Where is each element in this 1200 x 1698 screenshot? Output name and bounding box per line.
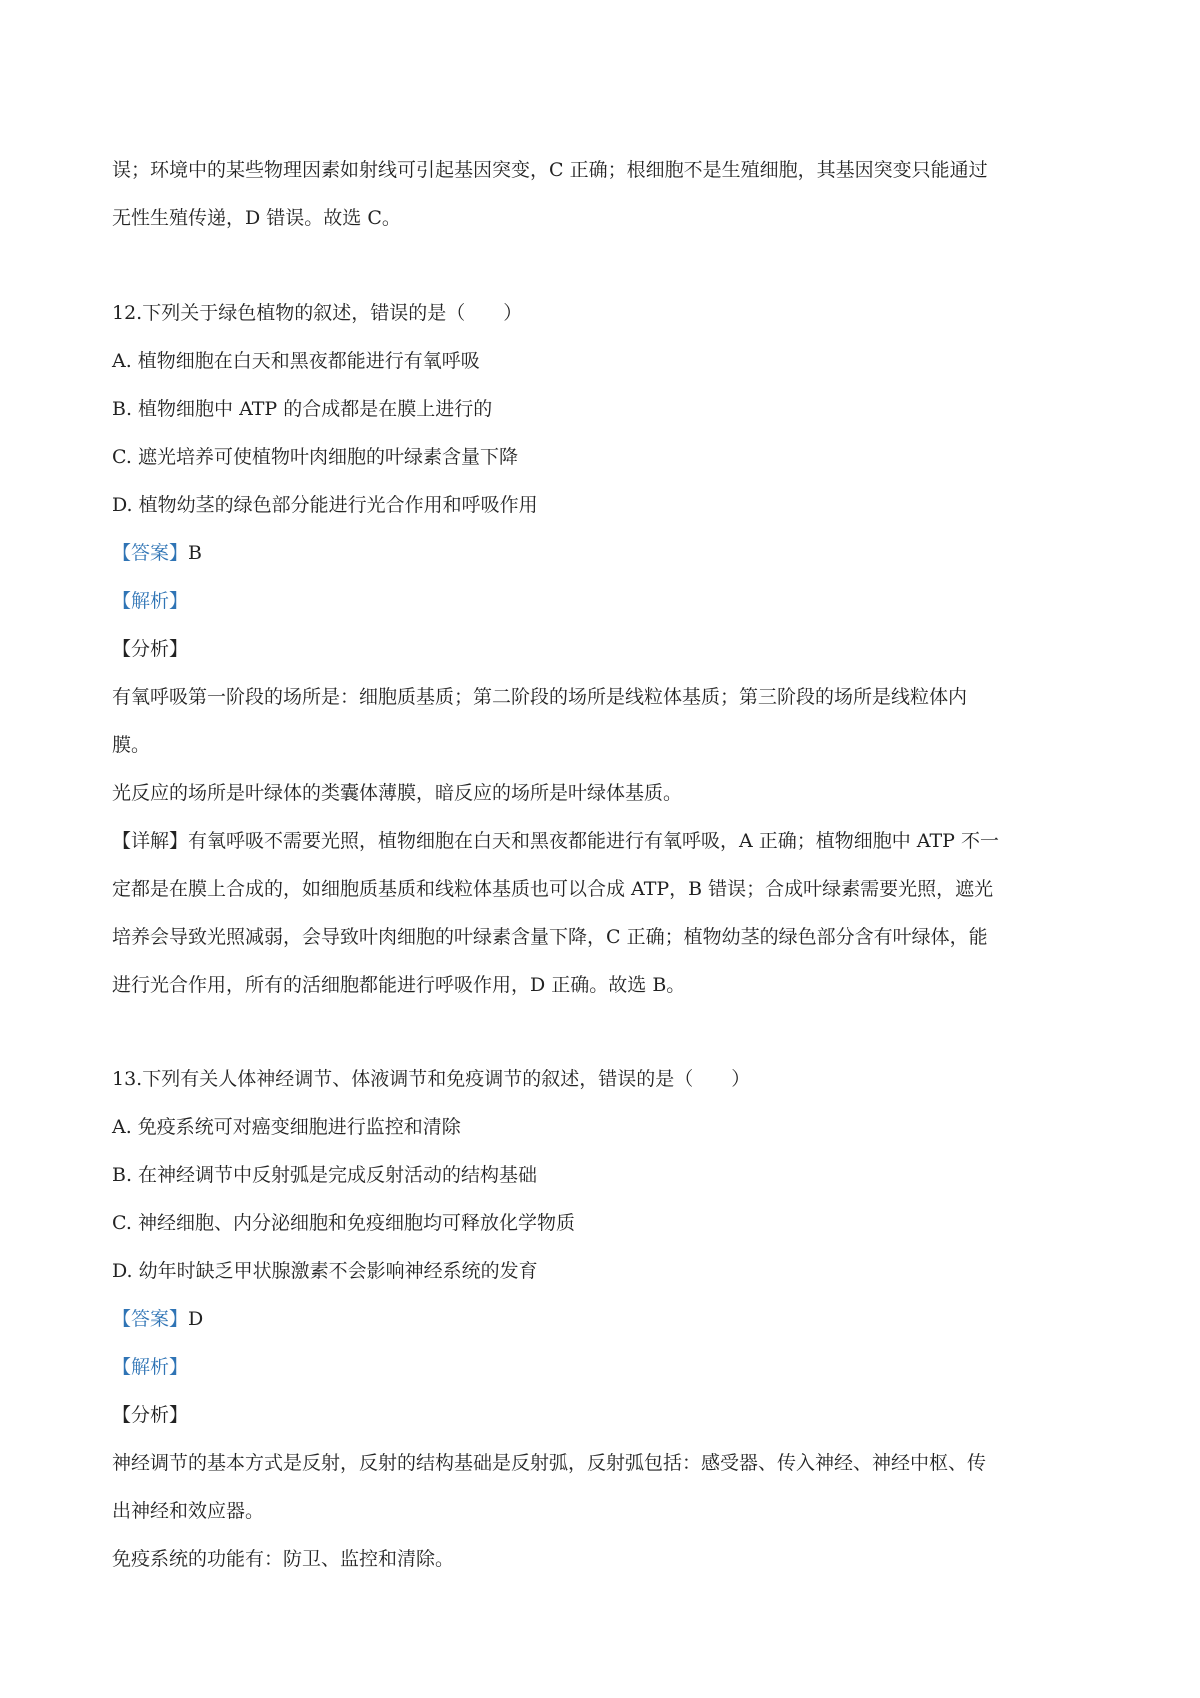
q13-option-b: B. 在神经调节中反射弧是完成反射活动的结构基础 <box>112 1164 538 1186</box>
q13-option-a: A. 免疫系统可对癌变细胞进行监控和清除 <box>112 1116 461 1138</box>
q12-fenxi-line-3: 光反应的场所是叶绿体的类囊体薄膜，暗反应的场所是叶绿体基质。 <box>112 782 683 804</box>
q12-detail-line-2: 定都是在膜上合成的，如细胞质基质和线粒体基质也可以合成 ATP，B 错误；合成叶绿素需要光照，遮光 <box>112 878 994 900</box>
q12-answer-tag: 【答案】 <box>112 542 189 564</box>
q13-answer-tag: 【答案】 <box>112 1308 189 1330</box>
q13-fenxi-line-1: 神经调节的基本方式是反射，反射的结构基础是反射弧，反射弧包括：感受器、传入神经、神经中枢、传 <box>112 1452 987 1474</box>
q12-option-c: C. 遮光培养可使植物叶肉细胞的叶绿素含量下降 <box>112 446 518 468</box>
q13-option-c: C. 神经细胞、内分泌细胞和免疫细胞均可释放化学物质 <box>112 1212 575 1234</box>
q12-detail-line-1: 【详解】有氧呼吸不需要光照，植物细胞在白天和黑夜都能进行有氧呼吸，A 正确；植物细胞中 ATP 不一 <box>112 830 999 852</box>
q13-option-d: D. 幼年时缺乏甲状腺激素不会影响神经系统的发育 <box>112 1260 538 1282</box>
q12-detail-line-3: 培养会导致光照减弱，会导致叶肉细胞的叶绿素含量下降，C 正确；植物幼茎的绿色部分含有叶绿体，能 <box>112 926 988 948</box>
q12-fenxi-tag: 【分析】 <box>112 638 189 660</box>
q13-question: 13.下列有关人体神经调节、体液调节和免疫调节的叙述，错误的是（ ） <box>112 1068 751 1090</box>
q12-fenxi-line-1: 有氧呼吸第一阶段的场所是：细胞质基质；第二阶段的场所是线粒体基质；第三阶段的场所是线粒体内 <box>112 686 968 708</box>
q12-option-b: B. 植物细胞中 ATP 的合成都是在膜上进行的 <box>112 398 493 420</box>
q12-jiexi-tag: 【解析】 <box>112 590 189 612</box>
intro-line-2: 无性生殖传递，D 错误。故选 C。 <box>112 207 401 229</box>
q13-jiexi-tag: 【解析】 <box>112 1356 189 1378</box>
q12-detail-line-4: 进行光合作用，所有的活细胞都能进行呼吸作用，D 正确。故选 B。 <box>112 974 686 996</box>
q13-answer-value: D <box>188 1308 204 1330</box>
q13-fenxi-line-2: 出神经和效应器。 <box>112 1500 265 1522</box>
q12-answer <box>112 540 202 566</box>
q12-answer-value: B <box>188 542 202 564</box>
q13-fenxi-tag: 【分析】 <box>112 1404 189 1426</box>
q12-option-d: D. 植物幼茎的绿色部分能进行光合作用和呼吸作用 <box>112 494 538 516</box>
q12-fenxi-line-2: 膜。 <box>112 734 151 756</box>
q12-option-a: A. 植物细胞在白天和黑夜都能进行有氧呼吸 <box>112 350 480 372</box>
intro-line-1: 误；环境中的某些物理因素如射线可引起基因突变，C 正确；根细胞不是生殖细胞，其基因突变只能通过 <box>112 159 988 181</box>
q13-fenxi-line-3: 免疫系统的功能有：防卫、监控和清除。 <box>112 1548 455 1570</box>
q12-question: 12.下列关于绿色植物的叙述，错误的是（ ） <box>112 302 523 324</box>
q13-answer <box>112 1306 203 1332</box>
